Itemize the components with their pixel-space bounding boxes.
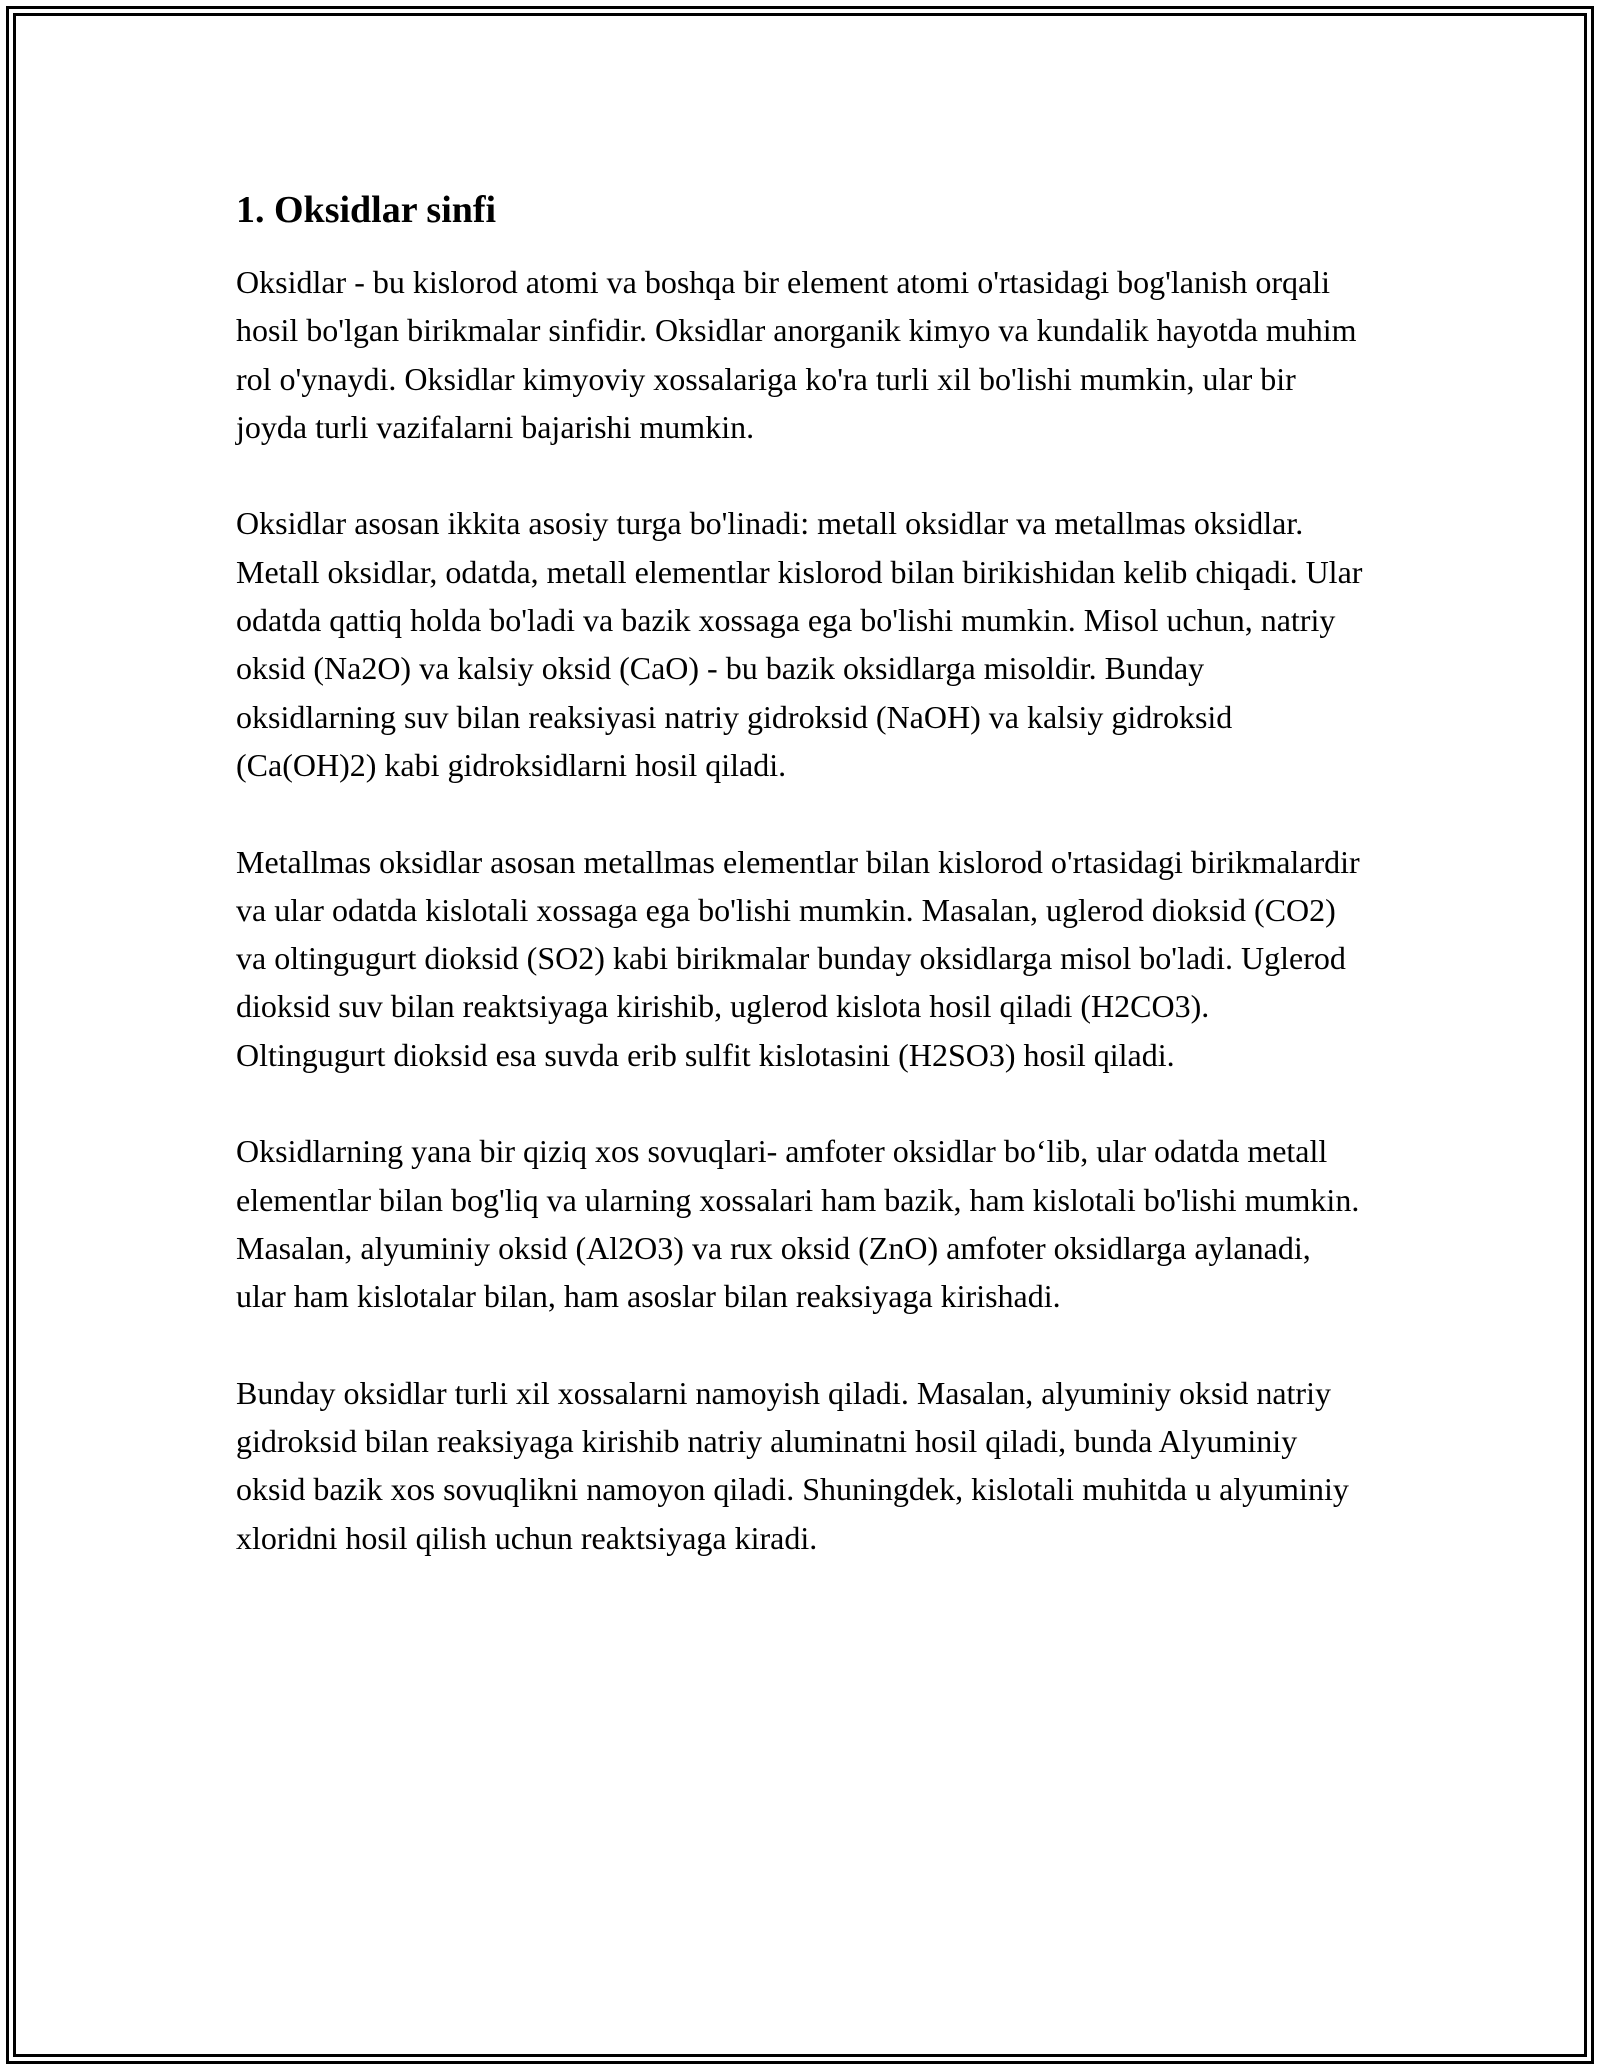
paragraph-4: Oksidlarning yana bir qiziq xos sovuqlari- amfoter oksidlar bo‘lib, ular odatda metall elementlar bilan bog'liq va ularning xossalari ham bazik, ham kislotali bo'lishi mumkin. Masalan, alyuminiy oksid (Al2O3) va rux oksid (ZnO) amfoter oksidlarga aylanadi, ular ham kislotalar bilan, ham asoslar bilan reaksiyaga kirishadi. bbox=[236, 1133, 1360, 1315]
paragraph-5: Bunday oksidlar turli xil xossalarni namoyish qiladi. Masalan, alyuminiy oksid natriy gidroksid bilan reaksiyaga kirishib natriy aluminatni hosil qiladi, bunda Alyuminiy oksid bazik xos sovuqlikni namoyon qiladi. Shuningdek, kislotali muhitda u alyuminiy xloridni hosil qilish uchun reaktsiyaga kiradi. bbox=[236, 1374, 1349, 1556]
document-body bbox=[236, 186, 1366, 1610]
paragraph-3: Metallmas oksidlar asosan metallmas elementlar bilan kislorod o'rtasidagi birikmalardir va ular odatda kislotali xossaga ega bo'lishi mumkin. Masalan, uglerod dioksid (CO2) va oltingugurt dioksid (SO2) kabi birikmalar bunday oksidlarga misol bo'ladi. Uglerod dioksid suv bilan reaktsiyaga kirishib, uglerod kislota hosil qiladi (H2CO3). Oltingugurt dioksid esa suvda erib sulfit kislotasini (H2SO3) hosil qiladi. bbox=[236, 843, 1360, 1073]
paragraph-2: Oksidlar asosan ikkita asosiy turga bo'linadi: metall oksidlar va metallmas oksidlar. Metall oksidlar, odatda, metall elementlar kislorod bilan birikishidan kelib chiqadi. Ular odatda qattiq holda bo'ladi va bazik xossaga ega bo'lishi mumkin. Misol uchun, natriy oksid (Na2O) va kalsiy oksid (CaO) - bu bazik oksidlarga misoldir. Bunday oksidlarning suv bilan reaksiyasi natriy gidroksid (NaOH) va kalsiy gidroksid (Ca(OH)2) kabi gidroksidlarni hosil qiladi. bbox=[236, 505, 1363, 783]
paragraph-1: Oksidlar - bu kislorod atomi va boshqa bir element atomi o'rtasidagi bog'lanish orqali hosil bo'lgan birikmalar sinfidir. Oksidlar anorganik kimyo va kundalik hayotda muhim rol o'ynaydi. Oksidlar kimyoviy xossalariga ko'ra turli xil bo'lishi mumkin, ular bir joyda turli vazifalarni bajarishi mumkin. bbox=[236, 264, 1357, 445]
section-heading: 1. Oksidlar sinfi bbox=[236, 189, 497, 231]
